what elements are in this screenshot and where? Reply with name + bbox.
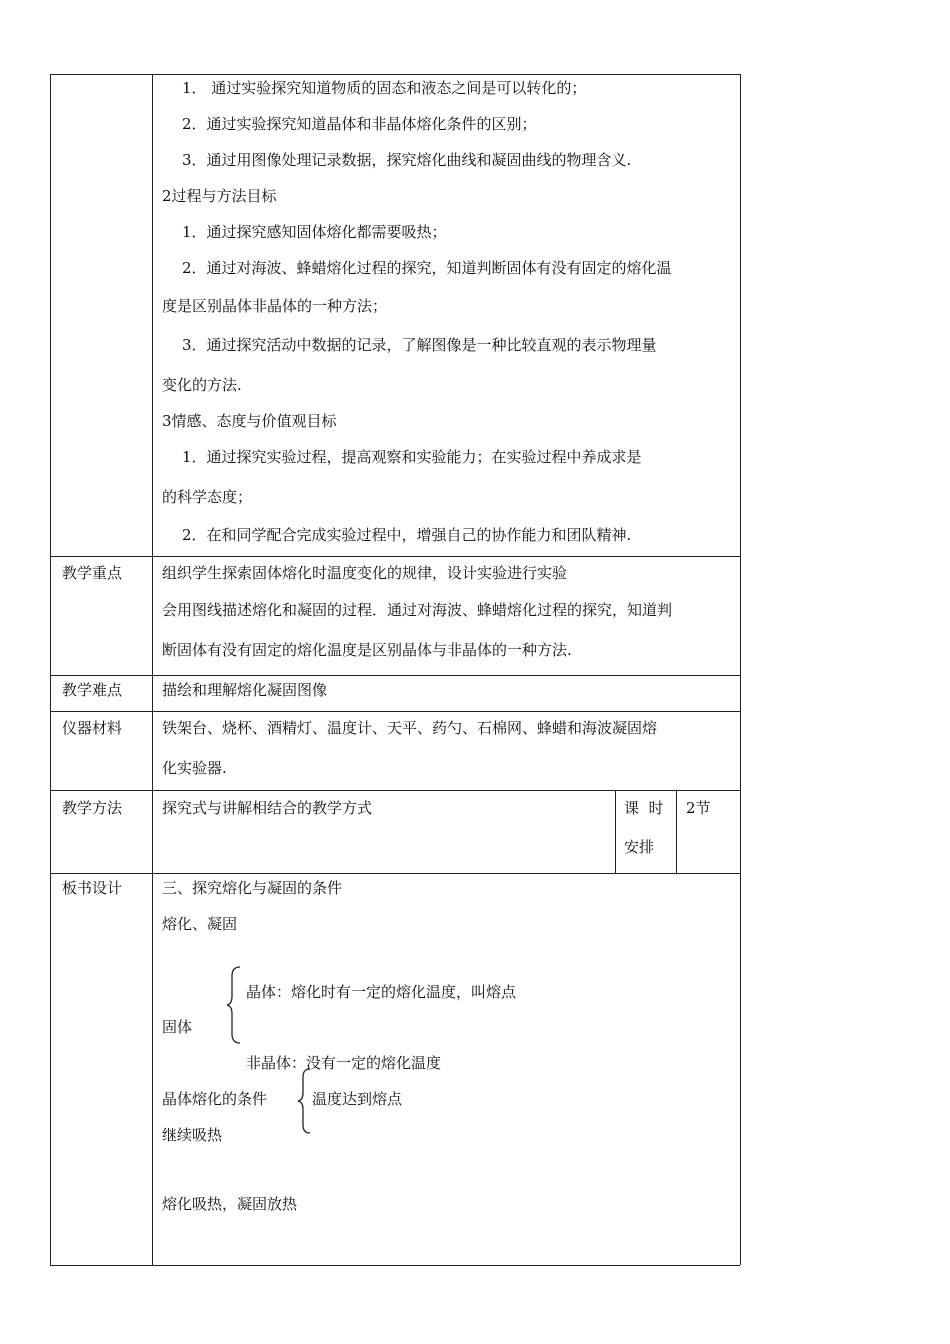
schedule-label: 课 时 (624, 799, 664, 817)
key-point-line-2: 会用图线描述熔化和凝固的过程．通过对海波、蜂蜡熔化过程的探究，知道判 (162, 601, 673, 619)
knowledge-objective-3: 3．通过用图像处理记录数据，探究熔化曲线和凝固曲线的物理含义. (182, 151, 632, 169)
emotion-objective-1: 1．通过探究实验过程，提高观察和实验能力；在实验过程中养成求是 (182, 448, 642, 466)
noncrystal-definition: 非晶体：没有一定的熔化温度 (246, 1054, 442, 1072)
emotion-objective-1-cont: 的科学态度； (162, 488, 253, 506)
materials-label: 仪器材料 (62, 719, 123, 737)
key-point-line-3: 断固体有没有固定的熔化温度是区别晶体与非晶体的一种方法. (162, 641, 572, 659)
knowledge-objective-2: 2．通过实验探究知道晶体和非晶体熔化条件的区别； (182, 115, 537, 133)
materials-line-1: 铁架台、烧杯、酒精灯、温度计、天平、药勺、石棉网、蜂蜡和海波凝固熔 (162, 719, 658, 737)
schedule-label-cont: 安排 (624, 838, 655, 856)
solid-brace (226, 966, 246, 1044)
method-text: 探究式与讲解相结合的教学方式 (162, 799, 373, 817)
method-schedule-divider (676, 790, 677, 873)
method-schedule-divider (615, 790, 616, 873)
process-objective-2-cont: 度是区别晶体非晶体的一种方法； (162, 297, 388, 315)
emotion-objectives-heading: 3情感、态度与价值观目标 (162, 412, 337, 430)
board-label: 板书设计 (62, 879, 123, 897)
key-point-line-1: 组织学生探索固体熔化时温度变化的规律，设计实验进行实验 (162, 564, 568, 582)
table-row-divider (50, 556, 740, 557)
process-objective-3-cont: 变化的方法. (162, 376, 242, 394)
difficulty-text: 描绘和理解熔化凝固图像 (162, 681, 328, 699)
difficulty-label: 教学难点 (62, 681, 123, 699)
knowledge-objective-1: 1． 通过实验探究知道物质的固态和液态之间是可以转化的； (182, 79, 587, 97)
emotion-objective-2: 2．在和同学配合完成实验过程中，增强自己的协作能力和团队精神. (182, 526, 632, 544)
table-border-top (50, 74, 740, 75)
melting-condition-label: 晶体熔化的条件 (162, 1090, 268, 1108)
melting-condition-2: 继续吸热 (162, 1126, 223, 1144)
melting-condition-1: 温度达到熔点 (312, 1090, 403, 1108)
process-objectives-heading: 2过程与方法目标 (162, 187, 277, 205)
method-label: 教学方法 (62, 799, 123, 817)
crystal-definition: 晶体：熔化时有一定的熔化温度，叫熔点 (246, 983, 517, 1001)
process-objective-2: 2．通过对海波、蜂蜡熔化过程的探究，知道判断固体有没有固定的熔化温 (182, 259, 672, 277)
schedule-value: 2节 (686, 799, 711, 817)
board-subtitle: 熔化、凝固 (162, 915, 238, 933)
board-title: 三、探究熔化与凝固的条件 (162, 879, 343, 897)
table-border-left (50, 74, 51, 1265)
table-border-bottom (50, 1265, 740, 1266)
board-summary: 熔化吸热，凝固放热 (162, 1195, 298, 1213)
process-objective-3: 3．通过探究活动中数据的记录，了解图像是一种比较直观的表示物理量 (182, 336, 657, 354)
materials-line-2: 化实验器. (162, 759, 227, 777)
table-row-divider (50, 790, 740, 791)
process-objective-1: 1．通过探究感知固体熔化都需要吸热； (182, 223, 447, 241)
table-border-right (740, 74, 741, 1265)
solid-term: 固体 (162, 1018, 193, 1036)
table-label-column-divider (152, 74, 153, 1265)
table-row-divider (50, 873, 740, 874)
table-row-divider (50, 711, 740, 712)
table-row-divider (50, 675, 740, 676)
key-point-label: 教学重点 (62, 564, 123, 582)
